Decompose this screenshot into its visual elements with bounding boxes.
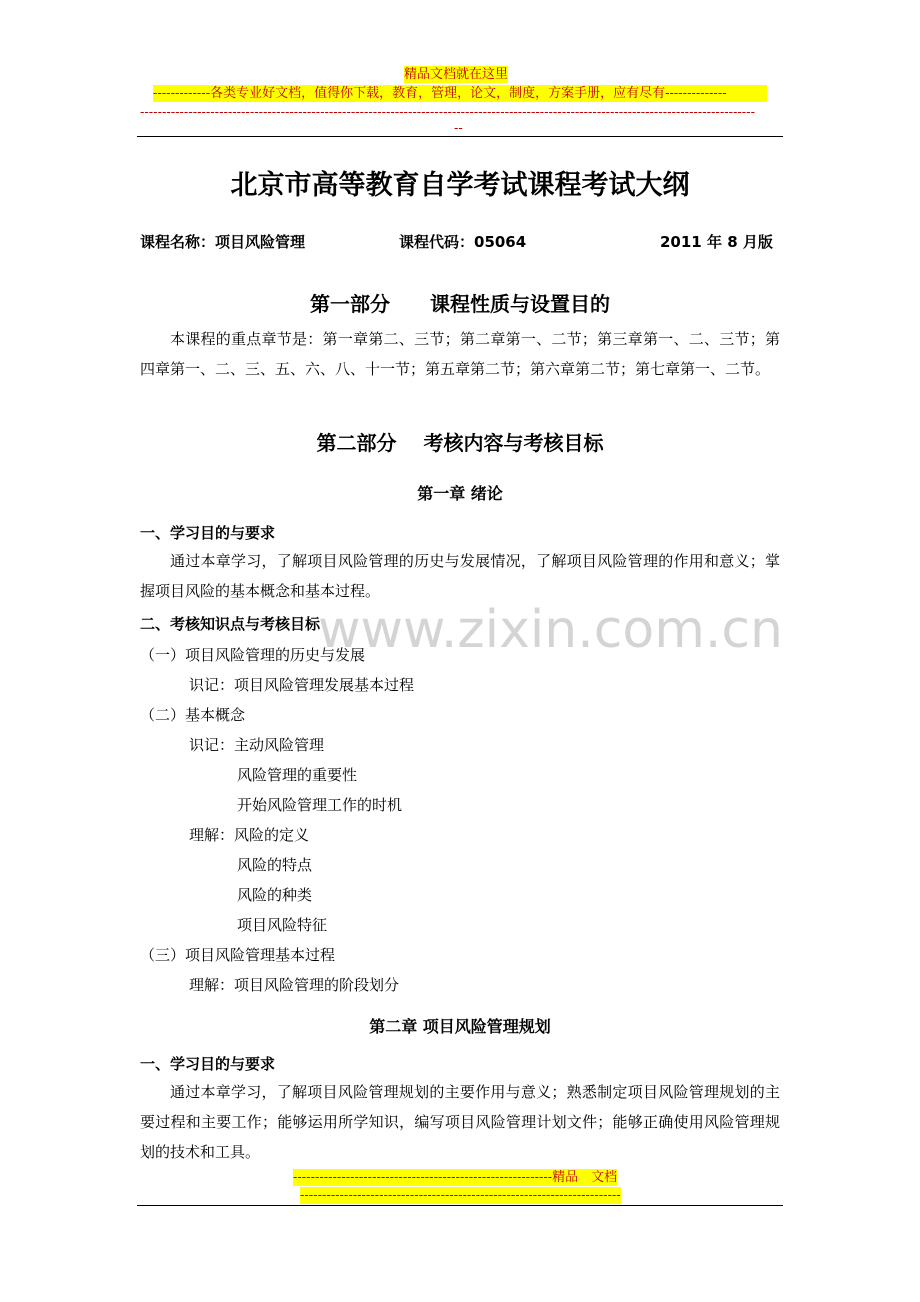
chapter1-section2-heading: 二、考核知识点与考核目标 bbox=[140, 615, 321, 633]
part2-heading: 第二部分 考核内容与考核目标 bbox=[316, 431, 604, 455]
list-item: 风险管理的重要性 bbox=[237, 766, 358, 784]
footer-rule bbox=[137, 1205, 783, 1206]
list-item: 开始风险管理工作的时机 bbox=[237, 796, 403, 814]
chapter1-heading: 第一章 绪论 bbox=[417, 484, 503, 503]
document-title: 北京市高等教育自学考试课程考试大纲 bbox=[230, 170, 690, 201]
part1-paragraph: 本课程的重点章节是：第一章第二、三节；第二章第一、二节；第三章第一、二、三节；第四章第一、二、三、五、六、八、十一节；第五章第二节；第六章第二节；第七章第一、二节。 bbox=[140, 330, 780, 378]
chapter2-heading: 第二章 项目风险管理规划 bbox=[369, 1017, 551, 1036]
list-item: 风险的种类 bbox=[237, 886, 313, 904]
chapter2-section1-paragraph: 通过本章学习，了解项目风险管理规划的主要作用与意义；熟悉制定项目风险管理规划的主要过程和主要工作；能够运用所学知识，编写项目风险管理计划文件；能够正确使用风险管理规划的技术和工具。 bbox=[140, 1083, 780, 1161]
list-item: （一）项目风险管理的历史与发展 bbox=[140, 646, 366, 664]
list-item: （三）项目风险管理基本过程 bbox=[140, 946, 336, 964]
header-dash-line: -------------------------------------------------------------------------------------------------------------------------------------------- bbox=[140, 105, 755, 120]
part1-heading: 第一部分 课程性质与设置目的 bbox=[310, 292, 610, 316]
header-rule bbox=[137, 136, 783, 137]
footer-banner: -----------------------------------------------------------精品 文档 bbox=[293, 1170, 618, 1185]
list-item: 风险的特点 bbox=[237, 856, 313, 874]
header-banner-title: 精品文档就在这里 bbox=[404, 67, 509, 82]
course-code: 课程代码：05064 bbox=[399, 233, 527, 251]
list-item: 项目风险特征 bbox=[237, 916, 328, 934]
edition: 2011 年 8 月版 bbox=[660, 233, 773, 251]
list-item: 识记：主动风险管理 bbox=[189, 736, 325, 754]
course-name: 课程名称：项目风险管理 bbox=[140, 233, 306, 251]
chapter2-section1-heading: 一、学习目的与要求 bbox=[140, 1055, 276, 1073]
watermark: www.zixin.com.cn bbox=[318, 600, 783, 660]
footer-banner-dashes: ------------------------------------------------------------------------- bbox=[300, 1188, 621, 1203]
chapter1-section1-heading: 一、学习目的与要求 bbox=[140, 524, 276, 542]
list-item: 识记：项目风险管理发展基本过程 bbox=[189, 676, 415, 694]
header-banner-ad: -------------各类专业好文档，值得你下载，教育，管理，论文，制度，方案手册，应有尽有-------------- bbox=[153, 85, 767, 102]
list-item: 理解：项目风险管理的阶段划分 bbox=[189, 976, 400, 994]
list-item: 理解：风险的定义 bbox=[189, 826, 310, 844]
header-dash-tail: -- bbox=[454, 121, 463, 136]
list-item: （二）基本概念 bbox=[140, 706, 246, 724]
chapter1-section1-paragraph: 通过本章学习，了解项目风险管理的历史与发展情况，了解项目风险管理的作用和意义；掌握项目风险的基本概念和基本过程。 bbox=[140, 552, 780, 600]
